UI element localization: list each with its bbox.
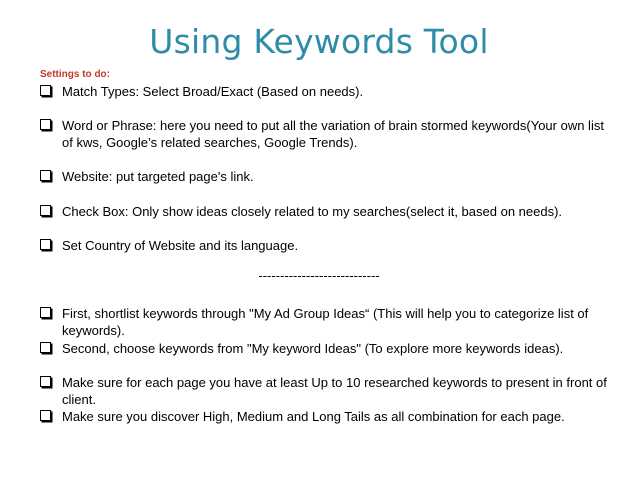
checkbox-bullet-icon: [40, 342, 51, 353]
checkbox-bullet-icon: [40, 205, 51, 216]
list-item: First, shortlist keywords through "My Ad Group Ideas“ (This will help you to categorize list of keywords).: [40, 305, 610, 339]
list-item: Word or Phrase: here you need to put all the variation of brain stormed keywords(Your own list of kws, Google’s related searches, Google Trends).: [40, 117, 610, 151]
list-item: Check Box: Only show ideas closely related to my searches(select it, based on needs).: [40, 203, 610, 220]
checkbox-bullet-icon: [40, 239, 51, 250]
settings-label: Settings to do:: [40, 69, 110, 80]
list-item: Website: put targeted page's link.: [40, 168, 610, 185]
checkbox-bullet-icon: [40, 85, 51, 96]
slide-title: Using Keywords Tool: [149, 22, 489, 61]
checkbox-bullet-icon: [40, 170, 51, 181]
divider: ----------------------------: [258, 268, 380, 283]
checkbox-bullet-icon: [40, 376, 51, 387]
checkbox-bullet-icon: [40, 307, 51, 318]
list-item: Make sure you discover High, Medium and Long Tails as all combination for each page.: [40, 408, 610, 425]
list-item: Make sure for each page you have at least Up to 10 researched keywords to present in front of client.: [40, 374, 610, 408]
list-item: Set Country of Website and its language.: [40, 237, 610, 254]
checkbox-bullet-icon: [40, 119, 51, 130]
list-item: Second, choose keywords from "My keyword Ideas" (To explore more keywords ideas).: [40, 340, 610, 357]
list-item: Match Types: Select Broad/Exact (Based on needs).: [40, 83, 610, 100]
checkbox-bullet-icon: [40, 410, 51, 421]
